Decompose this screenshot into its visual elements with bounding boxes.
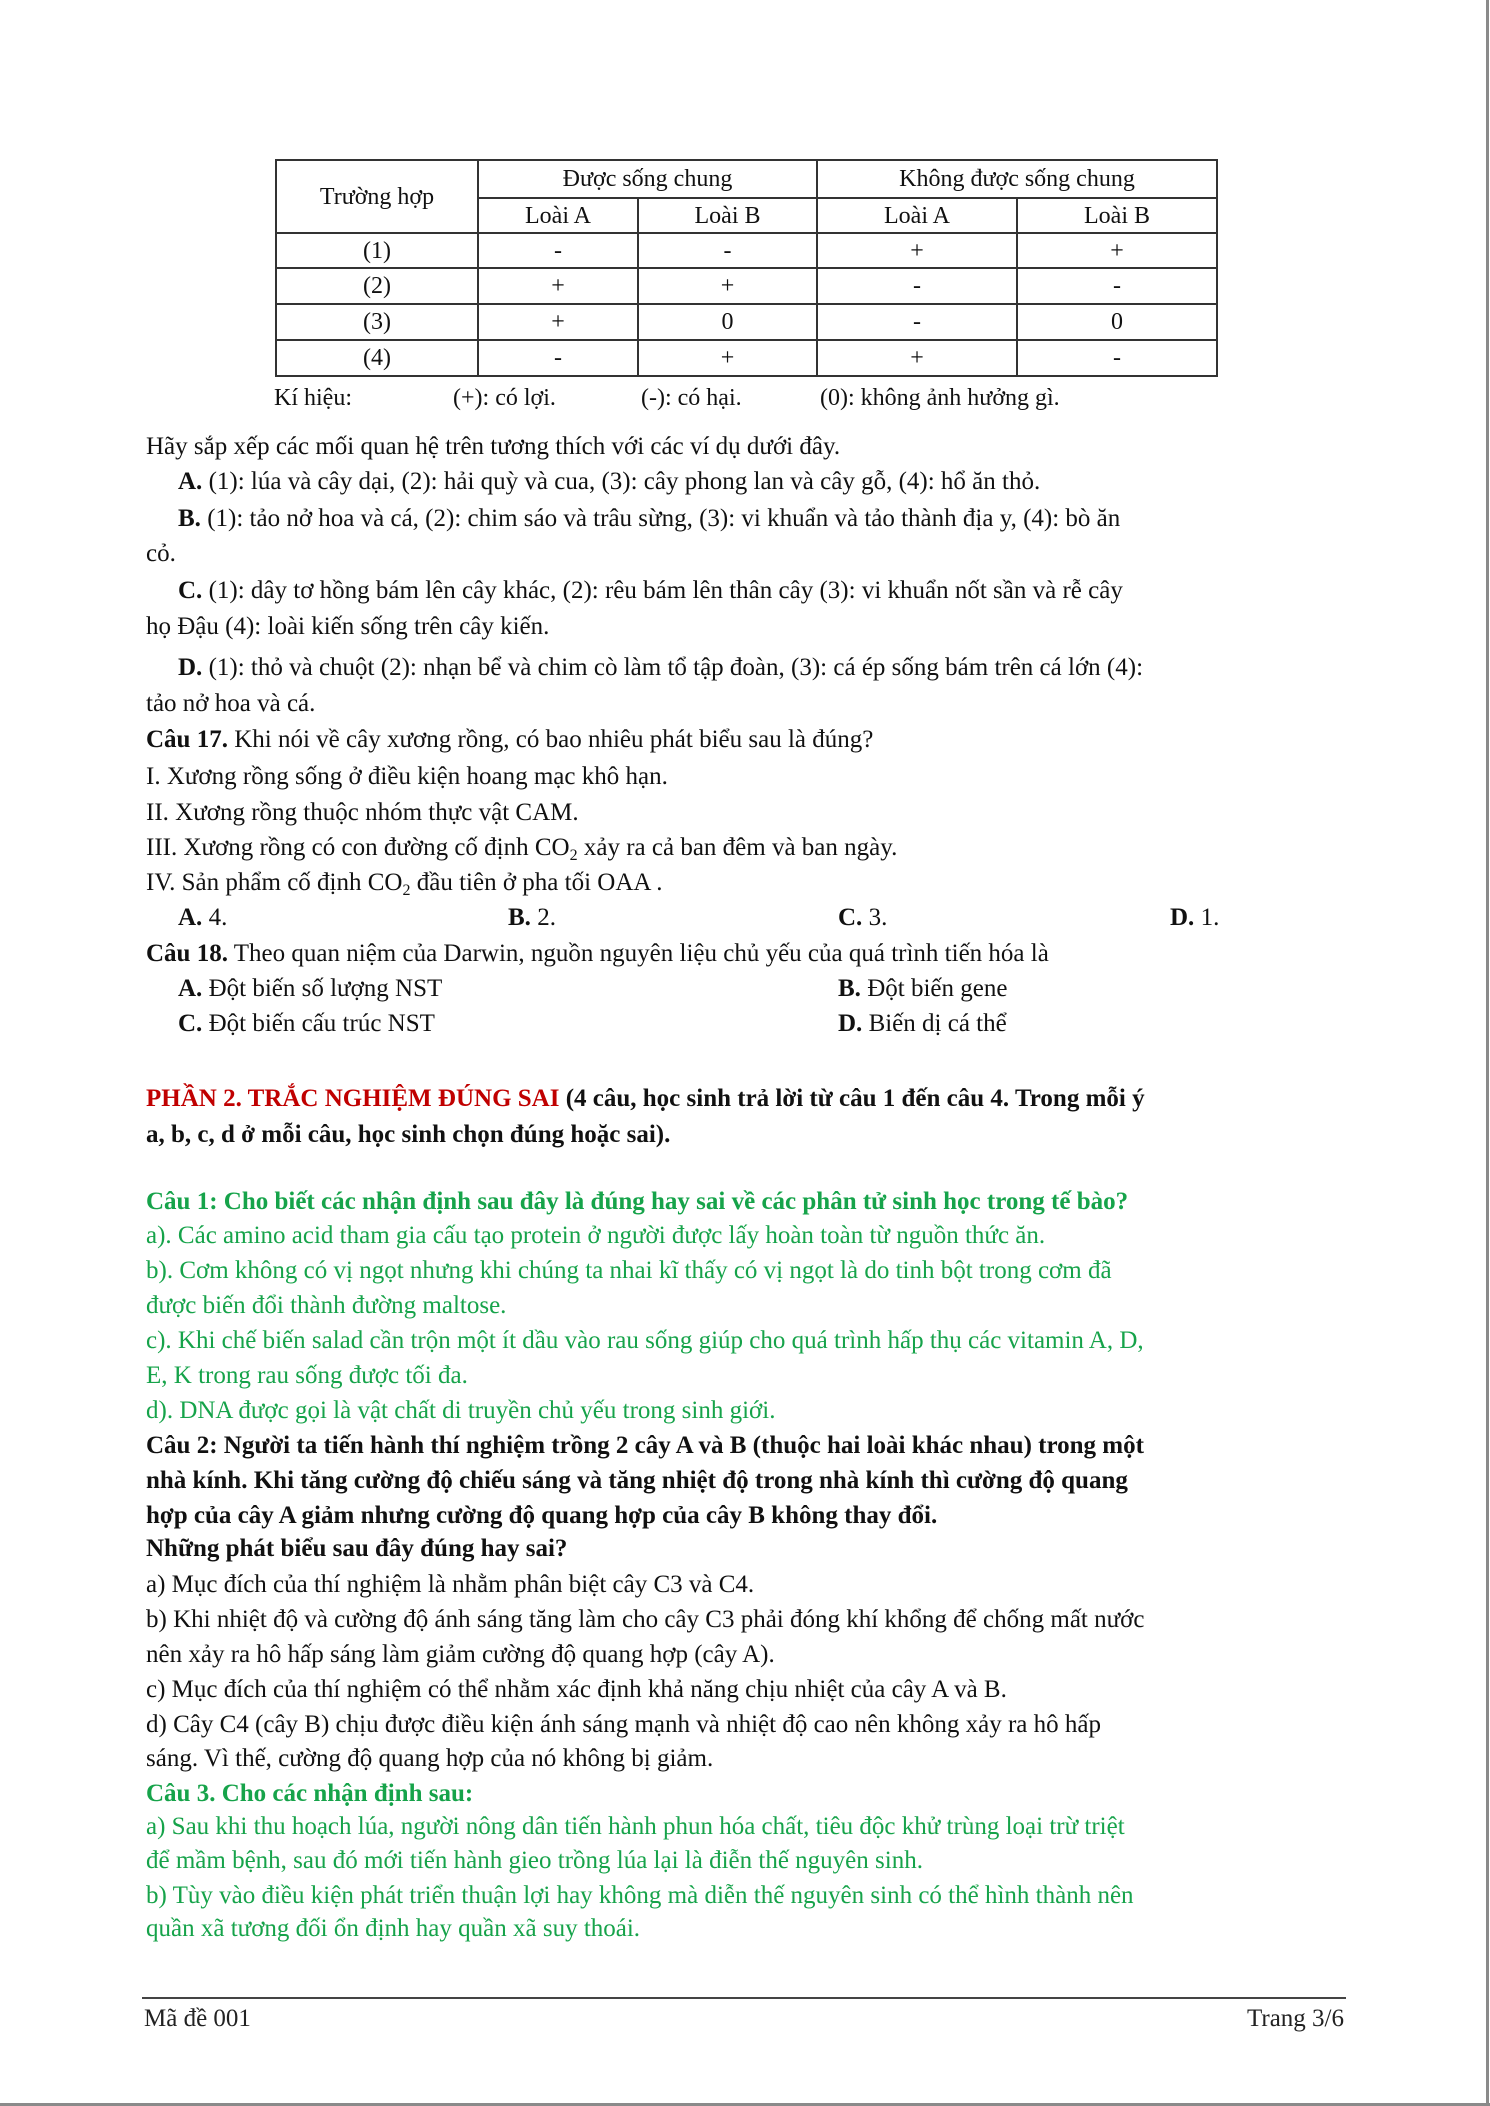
table-row — [276, 340, 1217, 376]
p2q3-statement-a: a) Sau khi thu hoạch lúa, người nông dân tiến hành phun hóa chất, tiêu độc khử trùng loại trừ triệt — [146, 1813, 1125, 1840]
exam-code: Mã đề 001 — [144, 2005, 251, 2032]
cell-apart-b: - — [1017, 340, 1217, 376]
p2q1-statement-c: c). Khi chế biến salad cần trộn một ít dầu vào rau sống giúp cho quá trình hấp thụ các vitamin A, D, — [146, 1327, 1144, 1354]
q16-option-a — [178, 467, 1040, 497]
option-text: (1): lúa và cây dại, (2): hải quỳ và cua, (3): cây phong lan và cây gỗ, (4): hổ ăn thỏ. — [208, 468, 1041, 495]
q16-option-d-cont: tảo nở hoa và cá. — [146, 690, 316, 717]
p2q2-statement-b: b) Khi nhiệt độ và cường độ ánh sáng tăng làm cho cây C3 phải đóng khí khổng để chống mất nước — [146, 1606, 1145, 1633]
table-row — [276, 304, 1217, 340]
header-apart: Không được sống chung — [817, 160, 1217, 198]
p2q1-statement-b: b). Cơm không có vị ngọt nhưng khi chúng ta nhai kĩ thấy có vị ngọt là do tinh bột trong cơm đã — [146, 1257, 1112, 1284]
option-text: Biến dị cá thể — [862, 1010, 1007, 1037]
cell-apart-b: - — [1017, 268, 1217, 304]
p2q2-statement-d: d) Cây C4 (cây B) chịu được điều kiện ánh sáng mạnh và nhiệt độ cao nên không xảy ra hô hấp — [146, 1711, 1101, 1738]
option-key: B. — [508, 904, 531, 931]
option-text: (1): dây tơ hồng bám lên cây khác, (2): rêu bám lên thân cây (3): vi khuẩn nốt sần và rễ cây — [208, 577, 1123, 604]
legend-zero: (0): không ảnh hưởng gì. — [820, 385, 1060, 411]
q16-option-d — [178, 653, 1143, 683]
p2q1-title: Câu 1: Cho biết các nhận định sau đây là đúng hay sai về các phân tử sinh học trong tế bào? — [146, 1188, 1129, 1215]
q17-statement-2: II. Xương rồng thuộc nhóm thực vật CAM. — [146, 799, 579, 826]
option-key: C. — [838, 904, 863, 931]
q18-option-d — [838, 1009, 1007, 1039]
cell-apart-a: + — [817, 340, 1017, 376]
cell-apart-b: + — [1017, 233, 1217, 268]
cell-apart-a: - — [817, 268, 1017, 304]
table-row — [276, 233, 1217, 268]
option-text: 2. — [530, 904, 556, 931]
cell-together-b: + — [638, 340, 817, 376]
subscript: 2 — [569, 847, 578, 864]
statement-text: đầu tiên ở pha tối OAA . — [410, 869, 663, 896]
option-key: B. — [178, 505, 201, 532]
option-text: 1. — [1194, 904, 1220, 931]
subscript: 2 — [402, 882, 411, 899]
cell-case: (2) — [276, 268, 478, 304]
part2-instruction: (4 câu, học sinh trả lời từ câu 1 đến câu 4. Trong mỗi ý — [559, 1085, 1145, 1112]
q18-option-c — [178, 1009, 435, 1039]
q16-option-c-cont: họ Đậu (4): loài kiến sống trên cây kiến. — [146, 613, 550, 640]
option-text: (1): thỏ và chuột (2): nhạn bể và chim cò làm tổ tập đoàn, (3): cá ép sống bám trên cá lớn (4): — [208, 654, 1144, 681]
footer-divider — [142, 1997, 1346, 1999]
q16-option-b — [178, 504, 1120, 534]
option-key: A. — [178, 904, 203, 931]
option-text: Đột biến gene — [860, 975, 1008, 1002]
option-text: 3. — [862, 904, 888, 931]
p2q3-statement-b-cont: quần xã tương đối ổn định hay quần xã suy thoái. — [146, 1915, 641, 1942]
p2q3-statement-a-cont: để mầm bệnh, sau đó mới tiến hành gieo trồng lúa lại là điễn thế nguyên sinh. — [146, 1847, 923, 1874]
cell-together-a: - — [478, 233, 638, 268]
header-together: Được sống chung — [478, 160, 817, 198]
q17-statement-4 — [146, 868, 663, 898]
q17-option-a — [178, 903, 227, 933]
table-row — [276, 268, 1217, 304]
page-edge-right — [1486, 0, 1489, 2106]
p2q1-statement-c-cont: E, K trong rau sống được tối đa. — [146, 1362, 468, 1389]
cell-together-b: - — [638, 233, 817, 268]
option-text: Đột biến cấu trúc NST — [202, 1010, 435, 1037]
q17-option-d — [1170, 903, 1219, 933]
part2-title: PHẦN 2. TRẮC NGHIỆM ĐÚNG SAI — [146, 1085, 560, 1112]
p2q2-statement-d-cont: sáng. Vì thế, cường độ quang hợp của nó không bị giảm. — [146, 1745, 714, 1772]
q16-option-b-cont: cỏ. — [146, 540, 176, 567]
q17-option-c — [838, 903, 887, 933]
p2q1-statement-a: a). Các amino acid tham gia cấu tạo protein ở người được lấy hoàn toàn từ nguồn thức ăn. — [146, 1222, 1046, 1249]
part2-instruction-cont: a, b, c, d ở mỗi câu, học sinh chọn đúng hoặc sai). — [146, 1121, 671, 1148]
option-key: C. — [178, 1010, 203, 1037]
header-apart-a: Loài A — [817, 198, 1017, 233]
option-text: 4. — [202, 904, 228, 931]
part2-heading — [146, 1084, 1145, 1114]
statement-text: xảy ra cả ban đêm và ban ngày. — [577, 834, 898, 861]
p2q2-title: Câu 2: Người ta tiến hành thí nghiệm trồng 2 cây A và B (thuộc hai loài khác nhau) trong một — [146, 1432, 1144, 1459]
cell-together-a: + — [478, 268, 638, 304]
cell-case: (4) — [276, 340, 478, 376]
p2q1-statement-d: d). DNA được gọi là vật chất di truyền chủ yếu trong sinh giới. — [146, 1397, 776, 1424]
header-case: Trường hợp — [276, 160, 478, 233]
cell-case: (3) — [276, 304, 478, 340]
legend-plus: (+): có lợi. — [453, 385, 556, 411]
q16-option-c — [178, 576, 1123, 606]
p2q2-statement-c: c) Mục đích của thí nghiệm có thể nhằm xác định khả năng chịu nhiệt của cây A và B. — [146, 1676, 1007, 1703]
option-text: (1): tảo nở hoa và cá, (2): chim sáo và trâu sừng, (3): vi khuẩn và tảo thành địa y, (4): bò ăn — [207, 505, 1121, 532]
cell-apart-b: 0 — [1017, 304, 1217, 340]
option-key: D. — [838, 1010, 863, 1037]
q17-option-b — [508, 903, 556, 933]
q17-question — [146, 725, 873, 755]
p2q2-question: Những phát biểu sau đây đúng hay sai? — [146, 1535, 568, 1562]
cell-together-a: - — [478, 340, 638, 376]
header-together-b: Loài B — [638, 198, 817, 233]
p2q3-title: Câu 3. Cho các nhận định sau: — [146, 1780, 474, 1807]
cell-together-b: + — [638, 268, 817, 304]
cell-together-a: + — [478, 304, 638, 340]
statement-text: III. Xương rồng có con đường cố định CO — [146, 834, 570, 861]
p2q2-title-cont-1: nhà kính. Khi tăng cường độ chiếu sáng và tăng nhiệt độ trong nhà kính thì cường độ quang — [146, 1467, 1128, 1494]
statement-text: IV. Sản phẩm cố định CO — [146, 869, 403, 896]
option-key: B. — [838, 975, 861, 1002]
header-together-a: Loài A — [478, 198, 638, 233]
option-key: D. — [178, 654, 203, 681]
q18-option-a — [178, 974, 442, 1004]
option-key: C. — [178, 577, 203, 604]
p2q1-statement-b-cont: được biến đổi thành đường maltose. — [146, 1292, 507, 1319]
p2q2-statement-a: a) Mục đích của thí nghiệm là nhằm phân biệt cây C3 và C4. — [146, 1571, 755, 1598]
cell-together-b: 0 — [638, 304, 817, 340]
p2q3-statement-b: b) Tùy vào điều kiện phát triển thuận lợi hay không mà diễn thế nguyên sinh có thể hình thành nên — [146, 1882, 1134, 1909]
option-key: A. — [178, 468, 203, 495]
question-text: Theo quan niệm của Darwin, nguồn nguyên liệu chủ yếu của quá trình tiến hóa là — [233, 940, 1049, 967]
option-key: A. — [178, 975, 203, 1002]
question-label: Câu 18. — [146, 940, 228, 967]
q17-statement-1: I. Xương rồng sống ở điều kiện hoang mạc khô hạn. — [146, 763, 668, 790]
q18-option-b — [838, 974, 1007, 1004]
question-label: Câu 17. — [146, 726, 228, 753]
legend-label: Kí hiệu: — [274, 385, 352, 411]
legend-minus: (-): có hại. — [641, 385, 742, 411]
cell-apart-a: - — [817, 304, 1017, 340]
q16-prompt: Hãy sắp xếp các mối quan hệ trên tương thích với các ví dụ dưới đây. — [146, 433, 841, 460]
option-text: Đột biến số lượng NST — [202, 975, 443, 1002]
relationship-table — [275, 159, 1218, 377]
option-key: D. — [1170, 904, 1195, 931]
q17-statement-3 — [146, 833, 897, 863]
p2q2-statement-b-cont: nên xảy ra hô hấp sáng làm giảm cường độ quang hợp (cây A). — [146, 1641, 775, 1668]
q18-question — [146, 939, 1049, 969]
cell-case: (1) — [276, 233, 478, 268]
cell-apart-a: + — [817, 233, 1017, 268]
header-apart-b: Loài B — [1017, 198, 1217, 233]
page-number: Trang 3/6 — [1246, 2005, 1344, 2032]
question-text: Khi nói về cây xương rồng, có bao nhiêu phát biểu sau là đúng? — [234, 726, 874, 753]
p2q2-title-cont-2: hợp của cây A giảm nhưng cường độ quang hợp của cây B không thay đổi. — [146, 1502, 938, 1529]
